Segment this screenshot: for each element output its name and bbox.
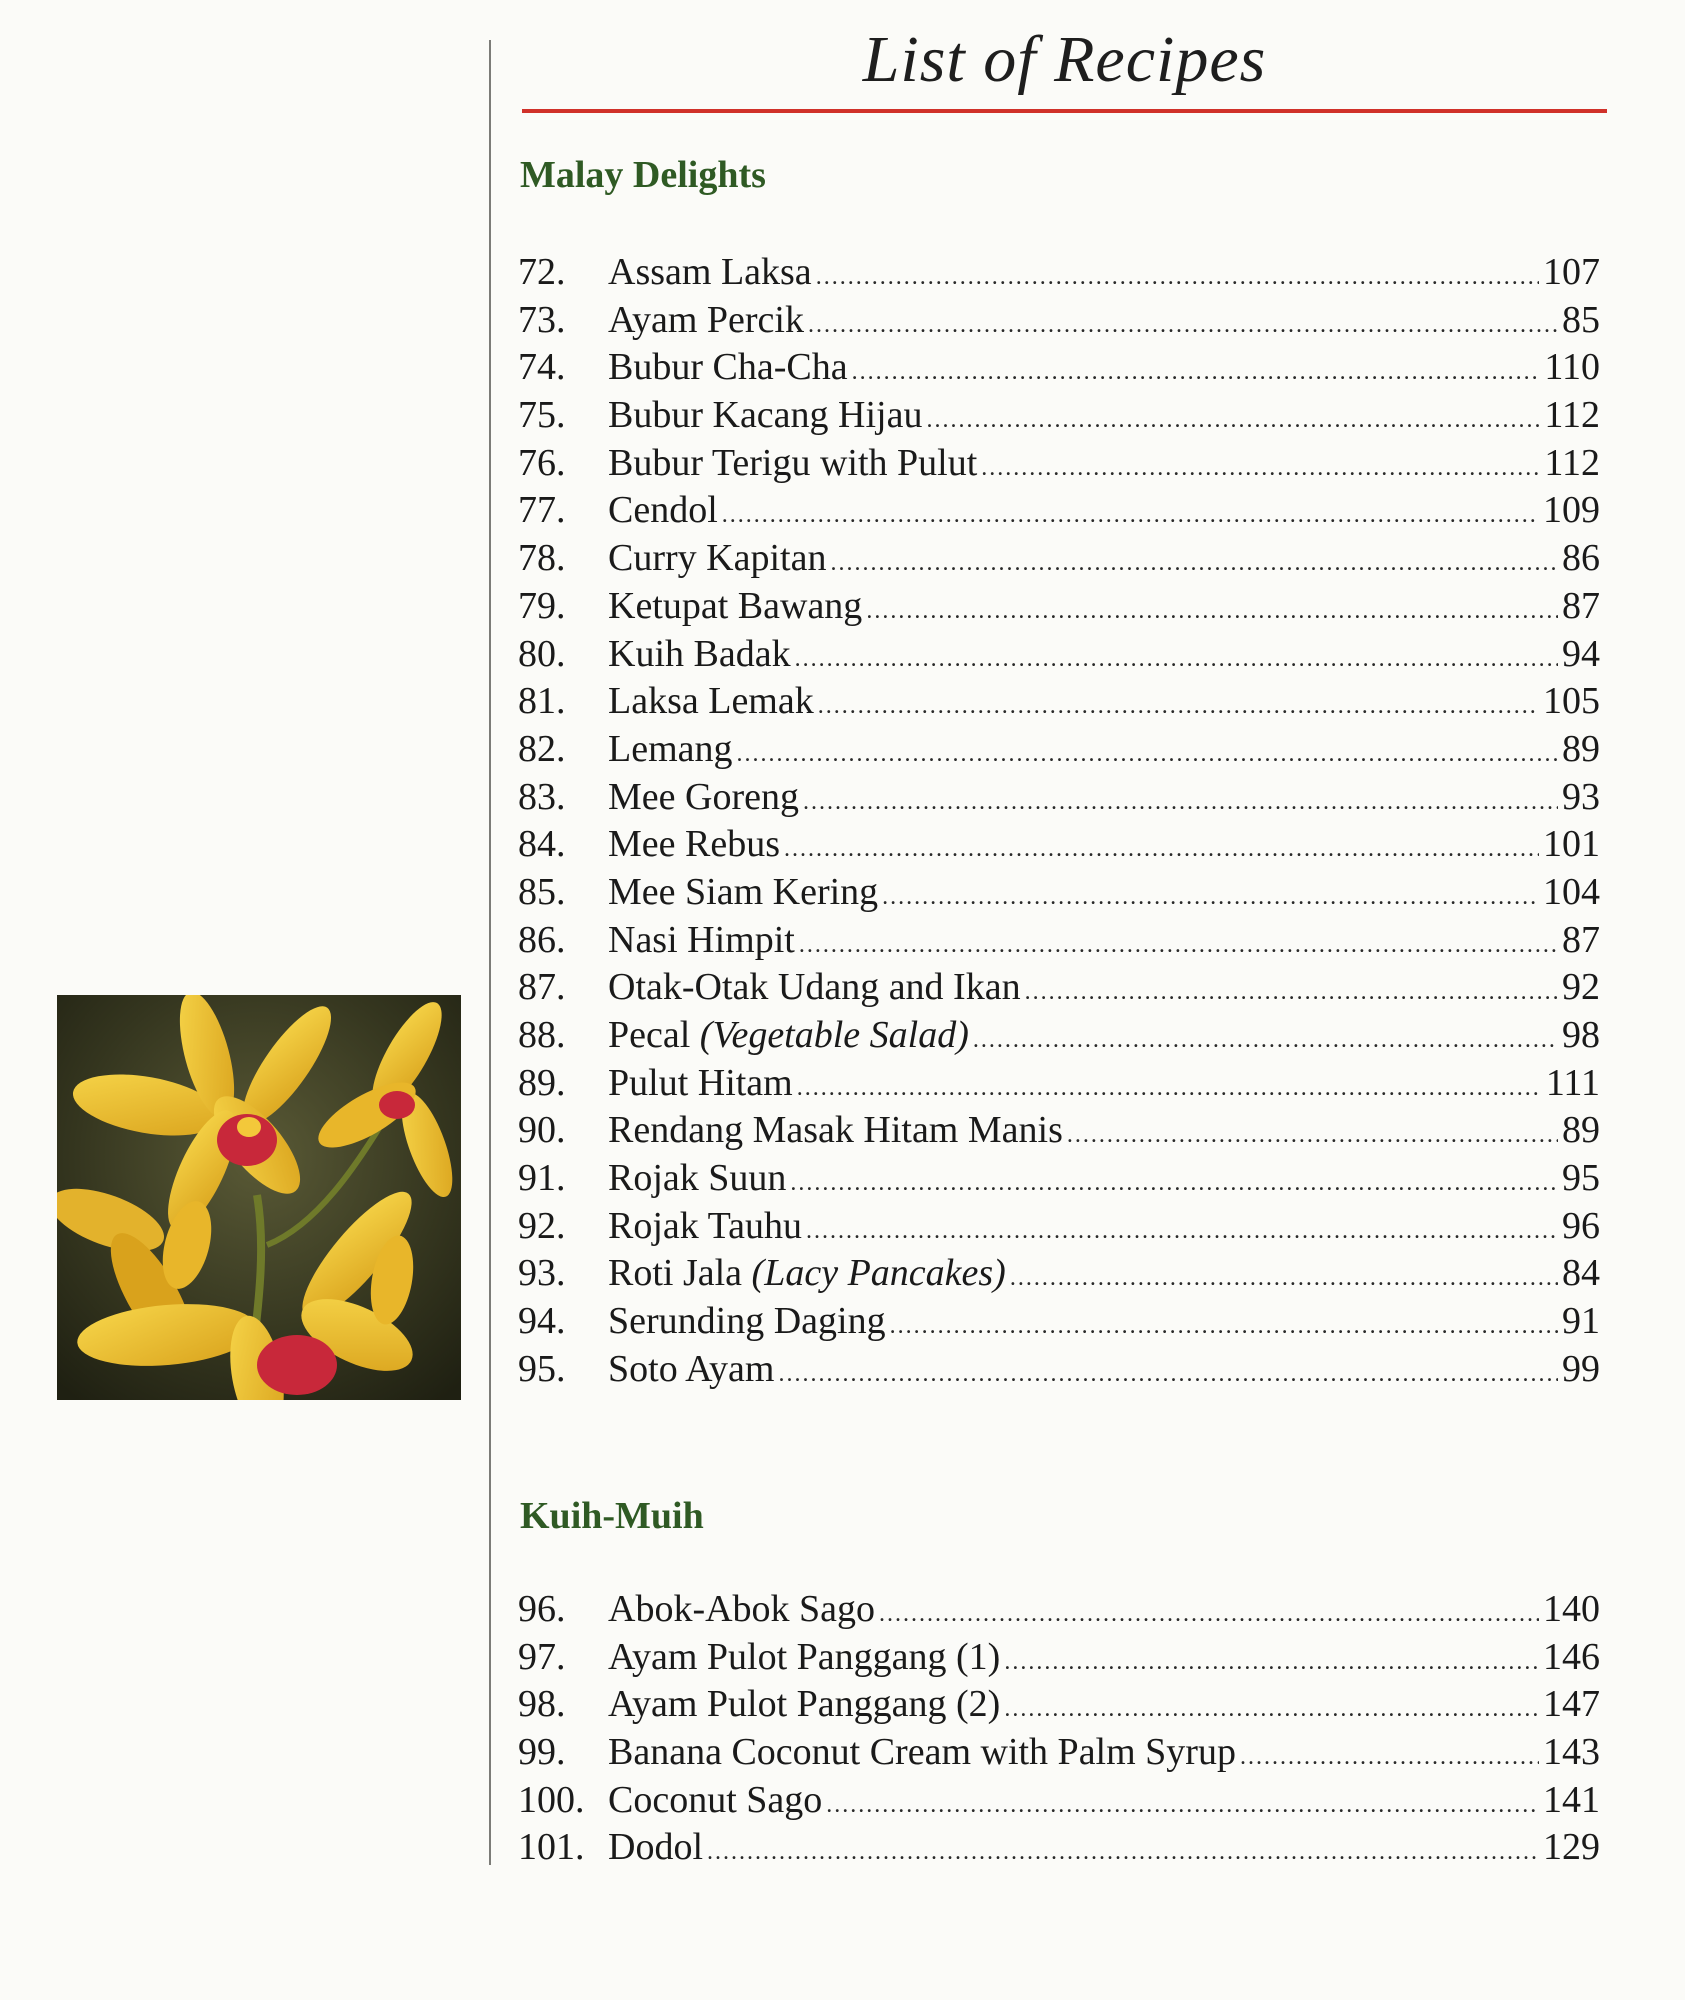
recipe-number: 84. xyxy=(518,823,566,866)
recipe-page-number: 94 xyxy=(1562,632,1600,675)
recipe-name xyxy=(608,1634,1000,1682)
recipe-page-number: 92 xyxy=(1562,966,1600,1009)
recipe-name xyxy=(608,583,862,631)
dot-leader xyxy=(816,254,1539,302)
recipe-name xyxy=(608,297,804,345)
recipe-page-number: 112 xyxy=(1544,441,1600,484)
recipe-name xyxy=(608,440,977,488)
page-title: List of Recipes xyxy=(862,23,1267,96)
recipe-number: 95. xyxy=(518,1347,566,1390)
recipe-list-kuih-muih xyxy=(518,1586,1600,1872)
recipe-number: 78. xyxy=(518,537,566,580)
orchid-photo xyxy=(57,995,461,1400)
recipe-entry xyxy=(518,678,1600,726)
recipe-number: 86. xyxy=(518,918,566,961)
recipe-number: 92. xyxy=(518,1204,566,1247)
dot-leader xyxy=(1067,1112,1558,1160)
dot-leader xyxy=(826,1782,1539,1830)
recipe-name-text: Bubur Cha-Cha xyxy=(608,346,848,389)
dot-leader xyxy=(981,445,1540,493)
recipe-number: 83. xyxy=(518,775,566,818)
recipe-name-text: Bubur Kacang Hijau xyxy=(608,394,923,437)
recipe-name-text: Ketupat Bawang xyxy=(608,584,863,627)
recipe-name xyxy=(608,344,848,392)
recipe-entry xyxy=(518,1155,1600,1203)
recipe-name xyxy=(608,535,826,583)
recipe-number: 88. xyxy=(518,1014,566,1056)
dot-leader xyxy=(973,1017,1558,1065)
recipe-entry xyxy=(518,487,1600,535)
recipe-name-text: Mee Goreng xyxy=(608,775,799,818)
recipe-name xyxy=(608,1012,969,1060)
recipe-name xyxy=(608,1346,774,1394)
recipe-entry xyxy=(518,964,1600,1012)
recipe-name-text: Rojak Tauhu xyxy=(608,1204,803,1247)
recipe-name-text: Assam Laksa xyxy=(608,251,812,293)
recipe-list-malay-delights xyxy=(518,249,1600,1394)
recipe-name xyxy=(608,1060,793,1108)
recipe-name xyxy=(608,1298,886,1346)
recipe-name-text: Abok-Abok Sago xyxy=(608,1588,876,1630)
dot-leader xyxy=(808,302,1558,350)
recipe-number: 100. xyxy=(518,1778,585,1821)
recipe-page-number: 87 xyxy=(1562,584,1600,627)
recipe-name-text: Ayam Pulot Panggang (1) xyxy=(608,1635,1001,1678)
recipe-entry xyxy=(518,1346,1600,1394)
recipe-number: 85. xyxy=(518,870,566,913)
recipe-entry xyxy=(518,297,1600,345)
recipe-entry xyxy=(518,392,1600,440)
dot-leader xyxy=(778,1351,1558,1399)
dot-leader xyxy=(866,588,1558,636)
dot-leader xyxy=(1004,1639,1539,1687)
recipe-name-text: Rendang Masak Hitam Manis xyxy=(608,1109,1063,1152)
recipe-name-text: Serunding Daging xyxy=(608,1300,886,1343)
recipe-name-text: Lemang xyxy=(608,727,733,770)
recipe-name-text: Laksa Lemak xyxy=(608,680,814,723)
recipe-name xyxy=(608,1729,1236,1777)
vertical-divider xyxy=(489,40,491,1865)
recipe-number: 97. xyxy=(518,1635,566,1678)
recipe-name xyxy=(608,1107,1063,1155)
recipe-entry xyxy=(518,1634,1600,1682)
dot-leader xyxy=(737,731,1558,779)
recipe-page-number: 105 xyxy=(1543,680,1600,723)
recipe-page-number: 99 xyxy=(1562,1347,1600,1390)
dot-leader xyxy=(1025,969,1558,1017)
dot-leader xyxy=(1010,1255,1558,1303)
dot-leader xyxy=(830,540,1558,588)
dot-leader xyxy=(784,826,1539,874)
dot-leader xyxy=(882,874,1539,922)
recipe-entry xyxy=(518,1824,1600,1872)
recipe-page-number: 109 xyxy=(1543,489,1600,532)
recipe-name xyxy=(608,1155,786,1203)
recipe-number: 99. xyxy=(518,1731,566,1774)
recipe-name-translation: (Vegetable Salad) xyxy=(699,1014,969,1056)
recipe-name xyxy=(608,1777,822,1825)
recipe-name xyxy=(608,726,733,774)
dot-leader xyxy=(797,1065,1542,1113)
recipe-entry xyxy=(518,1012,1600,1060)
recipe-name-text: Curry Kapitan xyxy=(608,537,827,580)
recipe-page-number: 110 xyxy=(1544,346,1600,389)
dot-leader xyxy=(852,349,1541,397)
recipe-page-number: 85 xyxy=(1562,298,1600,341)
recipe-name-text: Pulut Hitam xyxy=(608,1061,793,1104)
recipe-number: 72. xyxy=(518,251,566,293)
recipe-page-number: 87 xyxy=(1562,918,1600,961)
recipe-page-number: 93 xyxy=(1562,775,1600,818)
recipe-name-text: Coconut Sago xyxy=(608,1778,823,1821)
recipe-name xyxy=(608,1203,802,1251)
recipe-number: 73. xyxy=(518,298,566,341)
dot-leader xyxy=(879,1591,1539,1639)
dot-leader xyxy=(722,492,1539,540)
recipe-page-number: 86 xyxy=(1562,537,1600,580)
recipe-number: 94. xyxy=(518,1300,566,1343)
recipe-name-text: Mee Siam Kering xyxy=(608,870,879,913)
recipe-number: 77. xyxy=(518,489,566,532)
recipe-number: 89. xyxy=(518,1061,566,1104)
recipe-entry xyxy=(518,583,1600,631)
recipe-name-text: Ayam Pulot Panggang (2) xyxy=(608,1683,1001,1726)
recipe-name xyxy=(608,1250,1006,1298)
recipe-entry xyxy=(518,1681,1600,1729)
recipe-name xyxy=(608,869,878,917)
dot-leader xyxy=(1240,1734,1539,1782)
recipe-name xyxy=(608,1586,875,1634)
recipe-page-number: 143 xyxy=(1543,1731,1600,1774)
recipe-number: 82. xyxy=(518,727,566,770)
recipe-entry xyxy=(518,726,1600,774)
recipe-page-number: 101 xyxy=(1543,823,1600,866)
recipe-name-text: Banana Coconut Cream with Palm Syrup xyxy=(608,1731,1236,1774)
recipe-page-number: 147 xyxy=(1543,1683,1600,1726)
recipe-page-number: 89 xyxy=(1562,727,1600,770)
section-heading-kuih-muih: Kuih-Muih xyxy=(520,1495,704,1537)
recipe-entry xyxy=(518,535,1600,583)
recipe-name xyxy=(608,964,1021,1012)
recipe-page-number: 96 xyxy=(1562,1204,1600,1247)
recipe-page-number: 104 xyxy=(1543,870,1600,913)
recipe-name xyxy=(608,249,812,297)
dot-leader xyxy=(799,922,1558,970)
recipe-name xyxy=(608,917,795,965)
recipe-number: 79. xyxy=(518,584,566,627)
recipe-name-text: Kuih Badak xyxy=(608,632,791,675)
dot-leader xyxy=(926,397,1540,445)
recipe-number: 98. xyxy=(518,1683,566,1726)
recipe-page-number: 140 xyxy=(1543,1588,1600,1630)
recipe-name-text: Roti Jala xyxy=(608,1252,743,1295)
recipe-page-number: 112 xyxy=(1544,394,1600,437)
dot-leader xyxy=(1004,1686,1539,1734)
recipe-entry xyxy=(518,821,1600,869)
dot-leader xyxy=(890,1303,1558,1351)
recipe-name-text: Bubur Terigu with Pulut xyxy=(608,441,978,484)
recipe-entry xyxy=(518,1729,1600,1777)
recipe-name-translation: (Lacy Pancakes) xyxy=(751,1252,1006,1295)
recipe-page-number: 141 xyxy=(1543,1778,1600,1821)
recipe-name-text: Otak-Otak Udang and Ikan xyxy=(608,966,1021,1009)
recipe-name xyxy=(608,487,718,535)
recipe-page-number: 84 xyxy=(1562,1252,1600,1295)
recipe-name xyxy=(608,631,791,679)
section-heading-malay-delights: Malay Delights xyxy=(520,154,766,196)
recipe-name-text: Nasi Himpit xyxy=(608,918,795,961)
recipe-name xyxy=(608,678,814,726)
recipe-entry xyxy=(518,344,1600,392)
recipe-number: 80. xyxy=(518,632,566,675)
dot-leader xyxy=(707,1829,1539,1877)
recipe-page-number: 89 xyxy=(1562,1109,1600,1152)
recipe-page-number: 111 xyxy=(1545,1061,1600,1104)
recipe-name-text: Dodol xyxy=(608,1826,703,1869)
recipe-entry xyxy=(518,1777,1600,1825)
recipe-number: 74. xyxy=(518,346,566,389)
recipe-page-number: 95 xyxy=(1562,1157,1600,1200)
dot-leader xyxy=(818,683,1539,731)
recipe-entry xyxy=(518,917,1600,965)
recipe-page-number: 91 xyxy=(1562,1300,1600,1343)
recipe-name xyxy=(608,392,922,440)
recipe-entry xyxy=(518,774,1600,822)
recipe-page-number: 98 xyxy=(1562,1014,1600,1056)
recipe-name xyxy=(608,1681,1000,1729)
recipe-number: 101. xyxy=(518,1826,585,1869)
dot-leader xyxy=(795,636,1558,684)
dot-leader xyxy=(806,1208,1558,1256)
recipe-entry xyxy=(518,1107,1600,1155)
recipe-name xyxy=(608,1824,703,1872)
recipe-number: 87. xyxy=(518,966,566,1009)
dot-leader xyxy=(790,1160,1558,1208)
recipe-entry xyxy=(518,440,1600,488)
recipe-entry xyxy=(518,1250,1600,1298)
recipe-page-number: 146 xyxy=(1543,1635,1600,1678)
recipe-name-text: Pecal xyxy=(608,1014,691,1056)
recipe-page-number: 129 xyxy=(1543,1826,1600,1869)
recipe-name-text: Rojak Suun xyxy=(608,1157,787,1200)
title-underline xyxy=(522,109,1607,113)
recipe-entry xyxy=(518,249,1600,297)
recipe-entry xyxy=(518,631,1600,679)
recipe-entry xyxy=(518,869,1600,917)
recipe-entry xyxy=(518,1060,1600,1108)
recipe-number: 75. xyxy=(518,394,566,437)
recipe-number: 81. xyxy=(518,680,566,723)
recipe-name-text: Cendol xyxy=(608,489,718,532)
recipe-name-text: Soto Ayam xyxy=(608,1347,775,1390)
recipe-number: 96. xyxy=(518,1588,566,1630)
recipe-number: 91. xyxy=(518,1157,566,1200)
recipe-entry xyxy=(518,1298,1600,1346)
recipe-number: 93. xyxy=(518,1252,566,1295)
recipe-page-number: 107 xyxy=(1543,251,1600,293)
recipe-entry xyxy=(518,1203,1600,1251)
recipe-number: 76. xyxy=(518,441,566,484)
recipe-name xyxy=(608,774,799,822)
dot-leader xyxy=(803,779,1558,827)
recipe-name xyxy=(608,821,780,869)
recipe-number: 90. xyxy=(518,1109,566,1152)
recipe-name-text: Mee Rebus xyxy=(608,823,781,866)
recipe-entry xyxy=(518,1586,1600,1634)
recipe-name-text: Ayam Percik xyxy=(608,298,804,341)
